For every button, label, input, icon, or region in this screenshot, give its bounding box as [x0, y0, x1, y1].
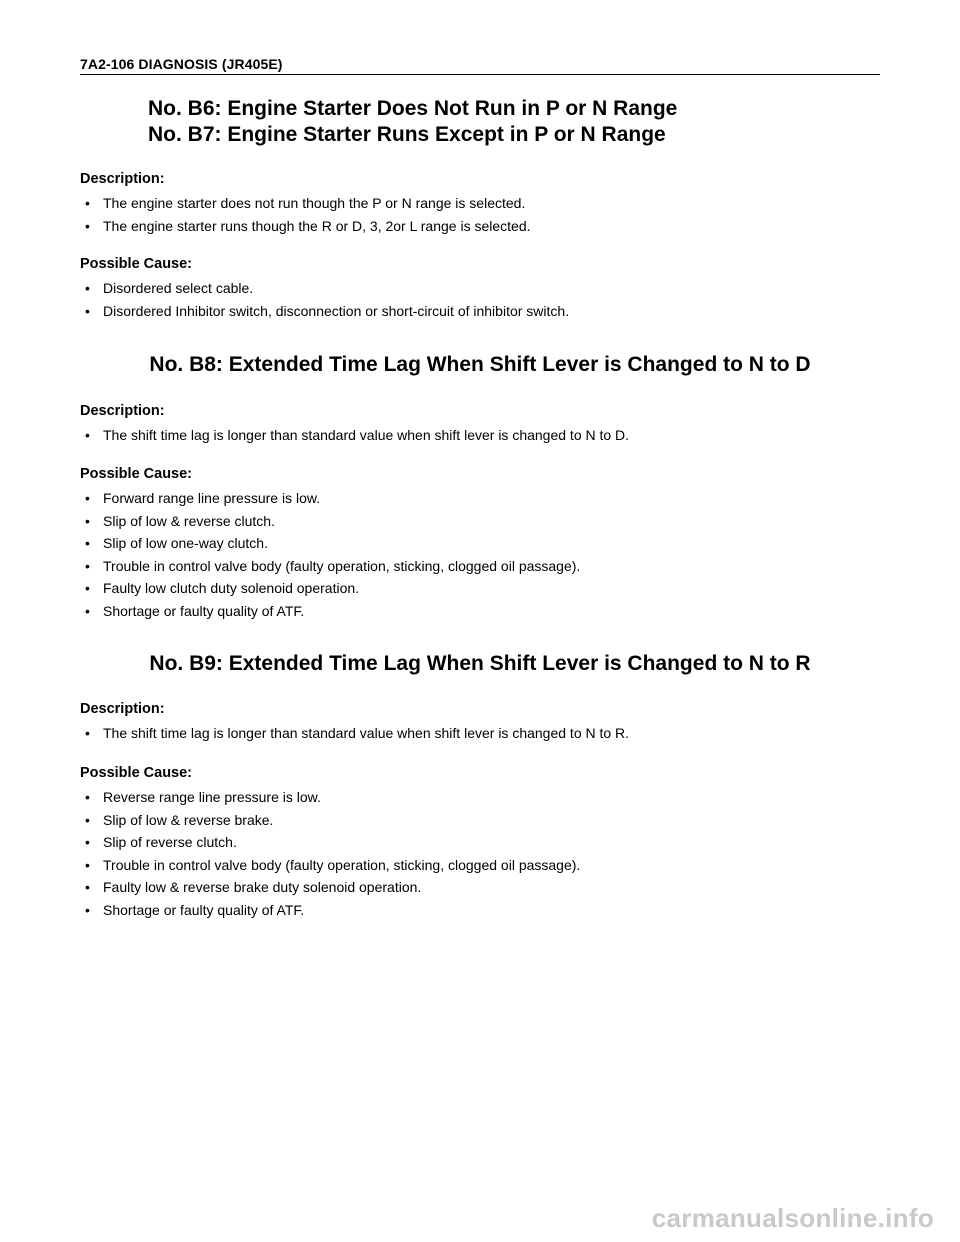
title-b7: No. B7: Engine Starter Runs Except in P or N Range	[148, 123, 666, 146]
title-b6: No. B6: Engine Starter Does Not Run in P or N Range	[148, 97, 678, 120]
page-header: 7A2-106 DIAGNOSIS (JR405E)	[80, 56, 880, 75]
list-item: • The shift time lag is longer than standard value when shift lever is changed to N to D.	[85, 427, 630, 443]
bullet-icon: •	[85, 535, 90, 551]
bullet-icon: •	[85, 195, 90, 211]
bullet-icon: •	[85, 725, 90, 741]
bullet-icon: •	[85, 602, 90, 619]
list-item: • Slip of low & reverse brake.	[85, 811, 274, 828]
list-item: • Slip of reverse clutch.	[85, 834, 237, 850]
list-item: • Forward range line pressure is low.	[85, 490, 321, 506]
section-b8	[80, 352, 880, 378]
bullet-icon: •	[85, 856, 90, 873]
list-item: • The shift time lag is longer than standard value when shift lever is changed to N to R.	[85, 725, 630, 741]
bullet-icon: •	[85, 879, 90, 895]
bullet-icon: •	[85, 789, 90, 805]
section-b6-b7	[80, 96, 880, 148]
b9-description	[80, 700, 880, 747]
b9-causes	[80, 764, 880, 923]
cause-list	[80, 489, 880, 620]
b6b7-causes	[80, 255, 880, 324]
b6b7-description	[80, 170, 880, 239]
list-item: • The engine starter does not run though the P or N range is selected.	[85, 195, 526, 211]
description-list	[80, 426, 880, 444]
title-b8: No. B8: Extended Time Lag When Shift Lever is Changed to N to D	[149, 353, 811, 376]
list-item: • Reverse range line pressure is low.	[85, 789, 321, 805]
cause-label: Possible Cause:	[80, 765, 193, 781]
list-item: • The engine starter runs though the R or D, 3, 2or L range is selected.	[85, 217, 531, 234]
list-item: • Trouble in control valve body (faulty operation, sticking, clogged oil passage).	[85, 557, 581, 574]
watermark: carmanualsonline.info	[651, 1203, 934, 1233]
bullet-icon: •	[85, 557, 90, 574]
title-b9: No. B9: Extended Time Lag When Shift Lever is Changed to N to R	[149, 652, 811, 675]
list-item: • Slip of low & reverse clutch.	[85, 512, 275, 529]
cause-label: Possible Cause:	[80, 466, 193, 482]
bullet-icon: •	[85, 280, 90, 296]
b8-causes	[80, 465, 880, 624]
description-list	[80, 724, 880, 742]
bullet-icon: •	[85, 901, 90, 918]
cause-list	[80, 279, 880, 320]
description-label: Description:	[80, 403, 165, 419]
description-label: Description:	[80, 171, 165, 187]
description-label: Description:	[80, 701, 165, 717]
cause-label: Possible Cause:	[80, 256, 193, 272]
description-list	[80, 194, 880, 235]
bullet-icon: •	[85, 512, 90, 529]
bullet-icon: •	[85, 217, 90, 234]
bullet-icon: •	[85, 302, 90, 319]
list-item: • Shortage or faulty quality of ATF.	[85, 901, 305, 918]
b8-description	[80, 402, 880, 449]
bullet-icon: •	[85, 427, 90, 443]
bullet-icon: •	[85, 490, 90, 506]
cause-list	[80, 788, 880, 919]
list-item: • Faulty low & reverse brake duty solenoid operation.	[85, 879, 422, 895]
list-item: • Faulty low clutch duty solenoid operation.	[85, 580, 360, 596]
list-item: • Disordered select cable.	[85, 280, 254, 296]
bullet-icon: •	[85, 834, 90, 850]
bullet-icon: •	[85, 811, 90, 828]
bullet-icon: •	[85, 580, 90, 596]
list-item: • Shortage or faulty quality of ATF.	[85, 602, 305, 619]
list-item: • Slip of low one-way clutch.	[85, 535, 268, 551]
section-b9	[80, 651, 880, 677]
list-item: • Trouble in control valve body (faulty operation, sticking, clogged oil passage).	[85, 856, 581, 873]
list-item: • Disordered Inhibitor switch, disconnection or short-circuit of inhibitor switch.	[85, 302, 570, 319]
